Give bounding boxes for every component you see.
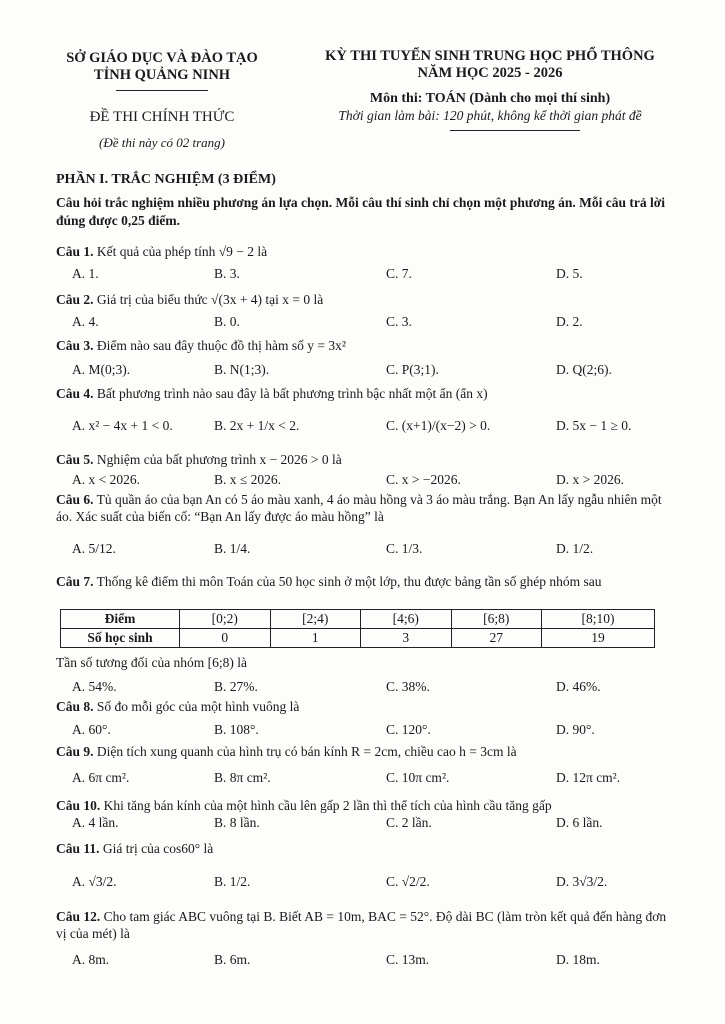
option-a[interactable]: A. 5/12. bbox=[72, 541, 116, 556]
question-8-options bbox=[72, 722, 672, 744]
question-2 bbox=[56, 291, 668, 308]
question-label: Câu 6. bbox=[56, 492, 94, 507]
question-12 bbox=[56, 908, 668, 942]
table-cell: [6;8) bbox=[451, 610, 542, 629]
option-c[interactable]: C. 120°. bbox=[386, 722, 431, 737]
table-cell: 0 bbox=[180, 629, 271, 648]
header-rule-right bbox=[450, 130, 580, 131]
question-9 bbox=[56, 743, 668, 760]
question-label: Câu 5. bbox=[56, 452, 94, 467]
option-a[interactable]: A. 1. bbox=[72, 266, 99, 281]
option-d[interactable]: D. 12π cm². bbox=[556, 770, 621, 785]
option-a[interactable]: A. x² − 4x + 1 < 0. bbox=[72, 418, 173, 433]
question-label: Câu 8. bbox=[56, 699, 94, 714]
question-label: Câu 2. bbox=[56, 292, 94, 307]
question-stem: Cho tam giác ABC vuông tại B. Biết AB = 10m, BAC = 52°. Độ dài BC (làm tròn kết quả đến hàng đơn vị của mét) là bbox=[56, 909, 667, 941]
table-cell: [0;2) bbox=[180, 610, 271, 629]
option-b[interactable]: B. N(1;3). bbox=[214, 362, 270, 377]
option-c[interactable]: C. x > −2026. bbox=[386, 472, 461, 487]
pages-note: (Đề thi này có 02 trang) bbox=[98, 135, 225, 150]
option-c[interactable]: C. 1/3. bbox=[386, 541, 423, 556]
question-3-options bbox=[72, 362, 672, 384]
option-b[interactable]: B. 27%. bbox=[214, 679, 258, 694]
dept-line1: SỞ GIÁO DỤC VÀ ĐÀO TẠO bbox=[66, 50, 258, 66]
option-a[interactable]: A. 4 lần. bbox=[72, 815, 119, 830]
header-rule-left bbox=[116, 90, 208, 91]
question-8 bbox=[56, 698, 668, 715]
question-stem: Điểm nào sau đây thuộc đồ thị hàm số y = 3x² bbox=[96, 338, 346, 353]
option-c[interactable]: C. P(3;1). bbox=[386, 362, 439, 377]
table-cell: [4;6) bbox=[361, 610, 452, 629]
option-c[interactable]: C. 7. bbox=[386, 266, 412, 281]
question-6 bbox=[56, 491, 668, 525]
table-cell: 19 bbox=[542, 629, 655, 648]
question-6-options bbox=[72, 541, 672, 563]
option-c[interactable]: C. 38%. bbox=[386, 679, 430, 694]
option-c[interactable]: C. 3. bbox=[386, 314, 412, 329]
table-cell: [2;4) bbox=[270, 610, 361, 629]
question-1-options bbox=[72, 266, 672, 288]
table-cell: 1 bbox=[270, 629, 361, 648]
question-4-options bbox=[72, 418, 672, 440]
option-b[interactable]: B. 3. bbox=[214, 266, 240, 281]
exam-title-line1: KỲ THI TUYỂN SINH TRUNG HỌC PHỔ THÔNG bbox=[325, 48, 655, 64]
question-11-options bbox=[72, 874, 672, 896]
option-a[interactable]: A. x < 2026. bbox=[72, 472, 140, 487]
option-c[interactable]: C. 10π cm². bbox=[386, 770, 450, 785]
option-d[interactable]: D. 5x − 1 ≥ 0. bbox=[556, 418, 632, 433]
option-d[interactable]: D. 2. bbox=[556, 314, 583, 329]
subject-line: Môn thi: TOÁN (Dành cho mọi thí sinh) bbox=[369, 91, 611, 106]
question-stem: Thống kê điểm thi môn Toán của 50 học sinh ở một lớp, thu được bảng tần số ghép nhóm sau bbox=[96, 574, 602, 589]
question-stem: Bất phương trình nào sau đây là bất phương trình bậc nhất một ẩn (ẩn x) bbox=[96, 386, 488, 401]
question-stem: Diện tích xung quanh của hình trụ có bán kính R = 2cm, chiều cao h = 3cm là bbox=[96, 744, 517, 759]
option-b[interactable]: B. x ≤ 2026. bbox=[214, 472, 282, 487]
question-4 bbox=[56, 385, 668, 402]
question-12-options bbox=[72, 952, 672, 974]
option-d[interactable]: D. 6 lần. bbox=[556, 815, 603, 830]
question-stem: Số đo mỗi góc của một hình vuông là bbox=[96, 699, 300, 714]
question-7 bbox=[56, 573, 668, 590]
option-b[interactable]: B. 8π cm². bbox=[214, 770, 271, 785]
option-a[interactable]: A. √3/2. bbox=[72, 874, 117, 889]
frequency-table bbox=[60, 609, 655, 648]
table-cell: 27 bbox=[451, 629, 542, 648]
question-label: Câu 4. bbox=[56, 386, 94, 401]
question-1 bbox=[56, 243, 668, 260]
table-cell: Số học sinh bbox=[61, 629, 180, 648]
question-5 bbox=[56, 451, 668, 468]
option-a[interactable]: A. 54%. bbox=[72, 679, 117, 694]
option-a[interactable]: A. 6π cm². bbox=[72, 770, 130, 785]
question-stem-secondary: Tần số tương đối của nhóm [6;8) là bbox=[56, 655, 248, 670]
option-b[interactable]: B. 6m. bbox=[214, 952, 251, 967]
option-d[interactable]: D. 46%. bbox=[556, 679, 601, 694]
header-right bbox=[300, 48, 680, 131]
option-d[interactable]: D. 3√3/2. bbox=[556, 874, 608, 889]
option-d[interactable]: D. 5. bbox=[556, 266, 583, 281]
option-d[interactable]: D. 90°. bbox=[556, 722, 595, 737]
question-label: Câu 12. bbox=[56, 909, 101, 924]
dept-line2: TỈNH QUẢNG NINH bbox=[93, 67, 231, 83]
official-label: ĐỀ THI CHÍNH THỨC bbox=[89, 109, 235, 125]
option-b[interactable]: B. 2x + 1/x < 2. bbox=[214, 418, 300, 433]
question-11 bbox=[56, 840, 668, 857]
question-stem: Giá trị của cos60° là bbox=[102, 841, 214, 856]
option-d[interactable]: D. x > 2026. bbox=[556, 472, 624, 487]
question-label: Câu 11. bbox=[56, 841, 100, 856]
option-a[interactable]: A. M(0;3). bbox=[72, 362, 131, 377]
time-line: Thời gian làm bài: 120 phút, không kể thời gian phát đề bbox=[338, 108, 642, 123]
question-7-stem2 bbox=[56, 654, 668, 671]
exam-title-line2: NĂM HỌC 2025 - 2026 bbox=[417, 65, 563, 81]
option-d[interactable]: D. 1/2. bbox=[556, 541, 594, 556]
option-c[interactable]: C. (x+1)/(x−2) > 0. bbox=[386, 418, 491, 433]
question-3 bbox=[56, 337, 668, 354]
option-b[interactable]: B. 108°. bbox=[214, 722, 259, 737]
question-label: Câu 1. bbox=[56, 244, 94, 259]
question-label: Câu 10. bbox=[56, 798, 101, 813]
question-stem: Tủ quần áo của bạn An có 5 áo màu xanh, 4 áo màu hồng và 3 áo màu trắng. Bạn An lấy ngẫu nhiên một áo. Xác suất của biến cố: “Bạn An lấy được áo màu hồng” là bbox=[56, 492, 662, 524]
option-c[interactable]: C. 2 lần. bbox=[386, 815, 432, 830]
header-left bbox=[52, 50, 272, 151]
option-d[interactable]: D. Q(2;6). bbox=[556, 362, 612, 377]
table-cell: 3 bbox=[361, 629, 452, 648]
option-b[interactable]: B. 0. bbox=[214, 314, 240, 329]
question-stem: Khi tăng bán kính của một hình cầu lên gấp 2 lần thì thể tích của hình cầu tăng gấp bbox=[103, 798, 552, 813]
question-2-options bbox=[72, 314, 672, 336]
table-row bbox=[61, 629, 655, 648]
section-title: PHẦN I. TRẮC NGHIỆM (3 ĐIỂM) bbox=[56, 172, 276, 187]
question-stem: Kết quả của phép tính √9 − 2 là bbox=[96, 244, 268, 259]
question-label: Câu 3. bbox=[56, 338, 94, 353]
option-a[interactable]: A. 60°. bbox=[72, 722, 111, 737]
question-label: Câu 7. bbox=[56, 574, 94, 589]
table-row bbox=[61, 610, 655, 629]
question-10-options bbox=[72, 815, 672, 837]
table-cell: Điểm bbox=[61, 610, 180, 629]
question-label: Câu 9. bbox=[56, 744, 94, 759]
question-stem: Nghiệm của bất phương trình x − 2026 > 0 là bbox=[96, 452, 342, 467]
table-cell: [8;10) bbox=[542, 610, 655, 629]
option-b[interactable]: B. 8 lần. bbox=[214, 815, 260, 830]
question-9-options bbox=[72, 770, 672, 792]
option-d[interactable]: D. 18m. bbox=[556, 952, 600, 967]
option-c[interactable]: C. 13m. bbox=[386, 952, 430, 967]
section-instruction: Câu hỏi trắc nghiệm nhiều phương án lựa chọn. Mỗi câu thí sinh chỉ chọn một phương án. Mỗi câu trả lời đúng được 0,25 điểm. bbox=[56, 195, 665, 228]
option-c[interactable]: C. √2/2. bbox=[386, 874, 430, 889]
option-b[interactable]: B. 1/2. bbox=[214, 874, 251, 889]
question-10 bbox=[56, 797, 668, 814]
option-a[interactable]: A. 8m. bbox=[72, 952, 110, 967]
question-stem: Giá trị của biểu thức √(3x + 4) tại x = 0 là bbox=[96, 292, 324, 307]
option-a[interactable]: A. 4. bbox=[72, 314, 99, 329]
option-b[interactable]: B. 1/4. bbox=[214, 541, 251, 556]
